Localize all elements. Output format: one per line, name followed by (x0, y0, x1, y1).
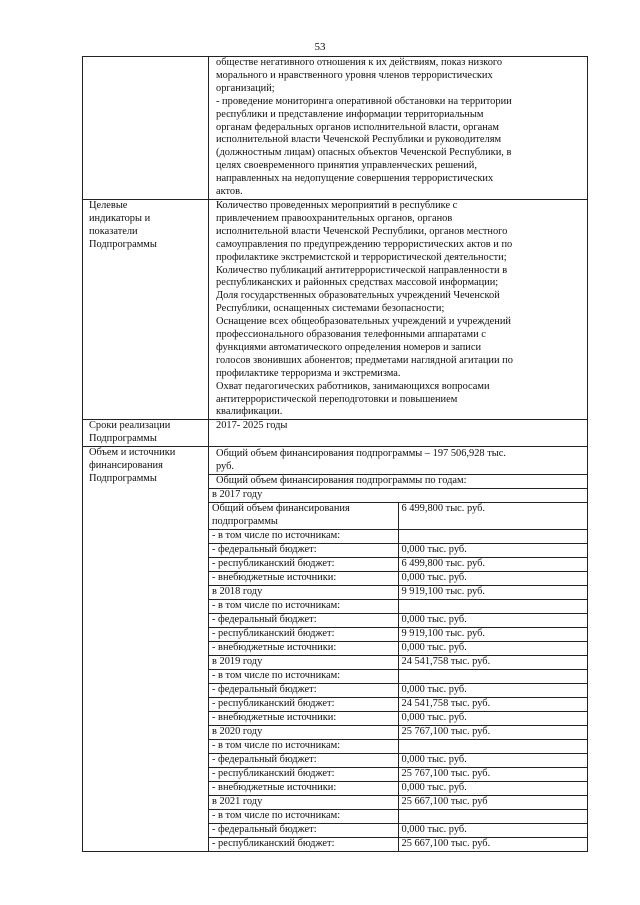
financing-item-amount: 0,000 тыс. руб. (398, 571, 587, 585)
financing-item-label: - федеральный бюджет: (209, 613, 398, 627)
financing-table-row (209, 767, 587, 781)
financing-table-row (209, 809, 587, 823)
text-line: профилактике экстремистской и террористической деятельности; (216, 251, 507, 263)
text-line: привлечением правоохранительных органов, органов (216, 212, 453, 224)
financing-item-amount: 6 499,800 тыс. руб. (398, 502, 587, 529)
financing-content (209, 447, 588, 852)
financing-item-amount (398, 739, 587, 753)
financing-item-amount: 0,000 тыс. руб. (398, 641, 587, 655)
financing-table-row (209, 795, 587, 809)
financing-item-amount: 25 667,100 тыс. руб. (398, 837, 587, 851)
text-line: направленных на недопущение совершения террористических (216, 173, 494, 185)
text-line: республиканских и районных средствах массовой информации; (216, 277, 499, 289)
financing-item-amount (398, 599, 587, 613)
financing-table-row (209, 837, 587, 851)
text-line: - проведение мониторинга оперативной обстановки на территории (216, 95, 512, 107)
text-line: профессионального образования телефонными аппаратами с (216, 329, 486, 341)
label-line: финансирования (89, 460, 163, 472)
financing-table-row (209, 599, 587, 613)
text-line: (должностным лицам) опасных объектов Чеченской Республики, в (216, 147, 512, 159)
financing-item-amount: 0,000 тыс. руб. (398, 683, 587, 697)
financing-table-row (209, 753, 587, 767)
financing-item-amount (398, 669, 587, 683)
financing-item-label: - республиканский бюджет: (209, 697, 398, 711)
text-line: руб. (216, 461, 235, 473)
continuation-label (83, 57, 209, 200)
financing-item-label: - в том числе по источникам: (209, 669, 398, 683)
financing-table-row (209, 613, 587, 627)
label-line: Подпрограммы (89, 238, 157, 250)
text-line: Охват педагогических работников, занимающихся вопросами (216, 380, 490, 392)
financing-item-label: - республиканский бюджет: (209, 837, 398, 851)
financing-item-label: - внебюджетные источники: (209, 641, 398, 655)
passport-table (82, 56, 588, 852)
financing-label (83, 447, 209, 852)
financing-item-amount: 9 919,100 тыс. руб. (398, 585, 587, 599)
financing-total (209, 447, 587, 474)
financing-item-amount: 25 767,100 тыс. руб. (398, 767, 587, 781)
financing-item-amount: 25 767,100 тыс. руб. (398, 725, 587, 739)
financing-table-row (209, 697, 587, 711)
financing-table-row (209, 571, 587, 585)
financing-item-amount: 0,000 тыс. руб. (398, 753, 587, 767)
text-line: исполнительной власти Чеченской Республики и руководителям (216, 134, 502, 146)
financing-table-row (209, 502, 587, 529)
financing-item-amount: 9 919,100 тыс. руб. (398, 627, 587, 641)
text-line: самоуправления по предупреждению террористических актов и по (216, 238, 513, 250)
label-line: индикаторы и (89, 212, 151, 224)
continuation-text (216, 57, 583, 199)
financing-item-label: - внебюджетные источники: (209, 711, 398, 725)
text-line: антитеррористической переподготовки и повышением (216, 393, 458, 405)
label-line: Объем и источники (89, 447, 176, 459)
terms-value: 2017- 2025 годы (209, 420, 588, 447)
financing-by-years-title: Общий объем финансирования подпрограммы по годам: (209, 474, 587, 488)
financing-table-row (209, 655, 587, 669)
financing-label-text (89, 447, 204, 486)
financing-item-label: Общий объем финансирования подпрограммы (209, 502, 398, 529)
text-line: Республики, оснащенных системами безопасности; (216, 303, 445, 315)
financing-item-label: - в том числе по источникам: (209, 599, 398, 613)
terms-row (83, 420, 588, 447)
financing-item-label: - в том числе по источникам: (209, 739, 398, 753)
text-line: Общий объем финансирования подпрограммы – 197 506,928 тыс. (216, 448, 506, 460)
financing-item-label: - республиканский бюджет: (209, 767, 398, 781)
text-line: республики и представление информации территориальным (216, 108, 484, 120)
financing-item-label: - федеральный бюджет: (209, 543, 398, 557)
financing-item-label: - в том числе по источникам: (209, 809, 398, 823)
text-line: Количество публикаций антитеррористической направленности в (216, 264, 508, 276)
text-line: целях своевременного принятия управленческих решений, (216, 160, 477, 172)
financing-table-row (209, 781, 587, 795)
financing-item-label: в 2021 году (209, 795, 398, 809)
financing-item-amount: 0,000 тыс. руб. (398, 613, 587, 627)
financing-item-amount: 0,000 тыс. руб. (398, 823, 587, 837)
text-line: голосов звонивших абонентов; предметами наглядной агитации по (216, 354, 513, 366)
financing-table-row (209, 529, 587, 543)
terms-label-text (89, 420, 204, 446)
text-line: функциями автоматического определения номеров и записи (216, 341, 482, 353)
targets-text (216, 200, 583, 419)
targets-label-text (89, 200, 204, 252)
targets-row (83, 199, 588, 419)
financing-item-amount: 6 499,800 тыс. руб. (398, 557, 587, 571)
financing-item-label: - республиканский бюджет: (209, 627, 398, 641)
label-line: показатели (89, 225, 138, 237)
label-line: Подпрограммы (89, 473, 157, 484)
financing-item-amount: 24 541,758 тыс. руб. (398, 697, 587, 711)
financing-item-label: - внебюджетные источники: (209, 571, 398, 585)
financing-item-label: в 2020 году (209, 725, 398, 739)
financing-item-label: - федеральный бюджет: (209, 823, 398, 837)
targets-content (209, 199, 588, 419)
financing-item-label: - в том числе по источникам: (209, 529, 398, 543)
text-line: Количество проведенных мероприятий в республике с (216, 199, 458, 211)
terms-label (83, 420, 209, 447)
financing-item-amount (398, 529, 587, 543)
financing-table-row (209, 488, 587, 502)
text-line: морального и нравственного уровня членов террористических (216, 69, 493, 81)
financing-item-amount: 0,000 тыс. руб. (398, 781, 587, 795)
financing-item-label: в 2019 году (209, 655, 398, 669)
text-line: Доля государственных образовательных учреждений Чеченской (216, 290, 500, 302)
label-line: Подпрограммы (89, 433, 157, 445)
label-line: Сроки реализации (89, 420, 171, 432)
targets-label (83, 199, 209, 419)
financing-item-amount: 0,000 тыс. руб. (398, 711, 587, 725)
financing-item-amount: 0,000 тыс. руб. (398, 543, 587, 557)
financing-item-amount (398, 809, 587, 823)
text-line: квалификации. (216, 406, 283, 418)
text-line: Оснащение всех общеобразовательных учреждений и учреждений (216, 316, 511, 328)
text-line: исполнительной власти Чеченской Республики, органов местного (216, 225, 508, 237)
text-line: обществе негативного отношения к их действиям, показ низкого (216, 57, 503, 68)
text-line: органам федеральных органов исполнительной власти, органам (216, 121, 499, 133)
financing-item-label: в 2017 году (209, 488, 587, 502)
financing-table-row (209, 823, 587, 837)
financing-row (83, 447, 588, 852)
financing-item-label: - внебюджетные источники: (209, 781, 398, 795)
financing-table-row (209, 711, 587, 725)
financing-table-row (209, 683, 587, 697)
financing-item-label: - федеральный бюджет: (209, 683, 398, 697)
financing-table-row (209, 627, 587, 641)
financing-table-row (209, 669, 587, 683)
page-number: 53 (314, 41, 326, 53)
financing-table-row (209, 543, 587, 557)
financing-item-amount: 25 667,100 тыс. руб (398, 795, 587, 809)
text-line: организаций; (216, 82, 275, 94)
continuation-row (83, 57, 588, 200)
financing-table (209, 488, 587, 851)
financing-item-amount: 24 541,758 тыс. руб. (398, 655, 587, 669)
financing-table-row (209, 557, 587, 571)
financing-table-row (209, 585, 587, 599)
text-line: профилактике терроризма и экстремизма. (216, 367, 401, 379)
financing-item-label: - республиканский бюджет: (209, 557, 398, 571)
continuation-content (209, 57, 588, 200)
financing-table-row (209, 641, 587, 655)
text-line: актов. (216, 186, 243, 198)
financing-table-row (209, 739, 587, 753)
financing-item-label: в 2018 году (209, 585, 398, 599)
financing-table-row (209, 725, 587, 739)
label-line: Целевые (89, 199, 128, 211)
financing-item-label: - федеральный бюджет: (209, 753, 398, 767)
